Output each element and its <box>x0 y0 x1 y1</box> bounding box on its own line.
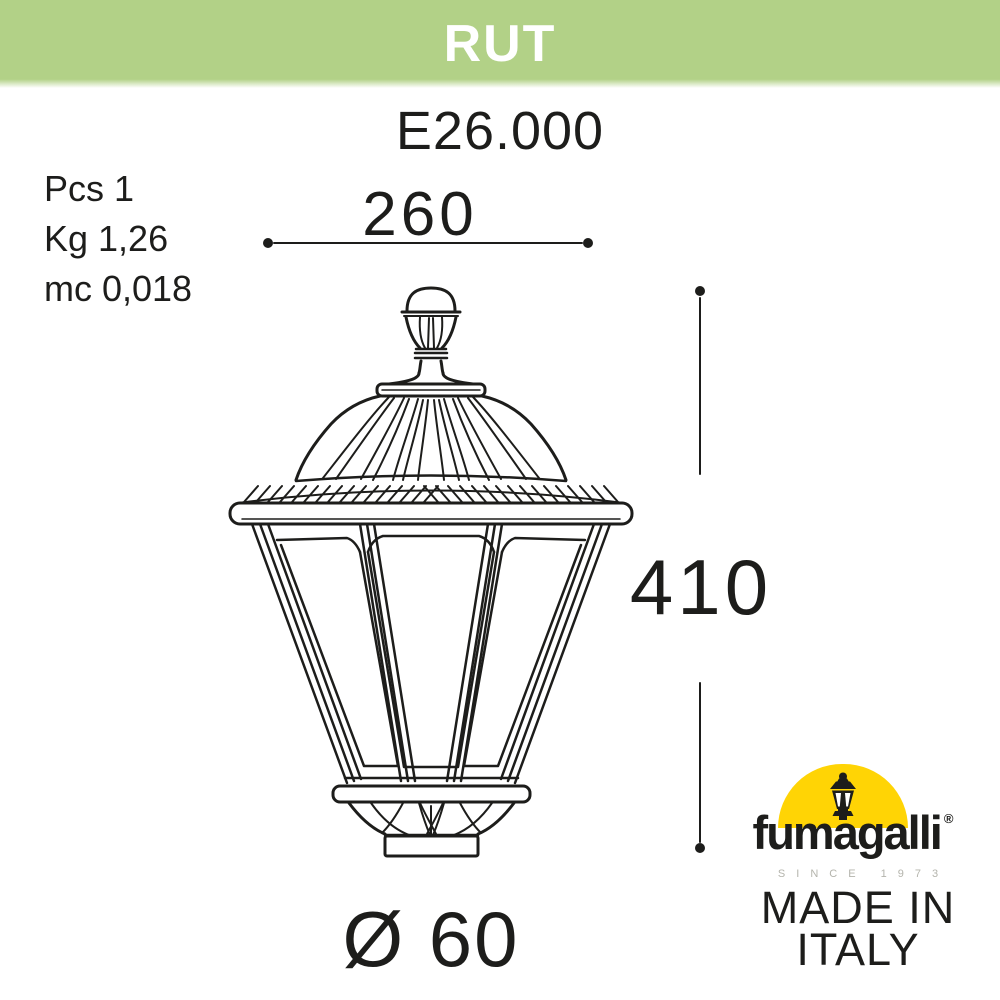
brand-tagline: SINCE 1973 <box>777 868 950 880</box>
made-in-line2: ITALY <box>796 924 920 975</box>
made-in-line1: MADE IN <box>760 882 956 933</box>
lantern-dome-roof <box>296 396 566 481</box>
dimension-diameter-label: Ø 60 <box>342 895 520 983</box>
lantern-base <box>333 778 530 856</box>
lantern-cornice <box>230 503 632 524</box>
product-series-title: RUT <box>443 15 557 73</box>
lantern-body <box>252 524 610 783</box>
brand-name: fumagalli <box>752 806 941 859</box>
registered-mark-icon: ® <box>943 811 954 826</box>
brand-wordmark <box>752 806 954 859</box>
spec-mc: mc 0,018 <box>44 268 193 309</box>
lantern-roof-fringe <box>238 486 624 503</box>
lantern-finial <box>377 288 485 396</box>
dimension-height-label: 410 <box>629 543 773 631</box>
product-code: E26.000 <box>395 101 605 161</box>
dimension-width-label: 260 <box>362 180 478 249</box>
spec-pcs: Pcs 1 <box>44 168 135 209</box>
spec-kg: Kg 1,26 <box>44 218 169 259</box>
